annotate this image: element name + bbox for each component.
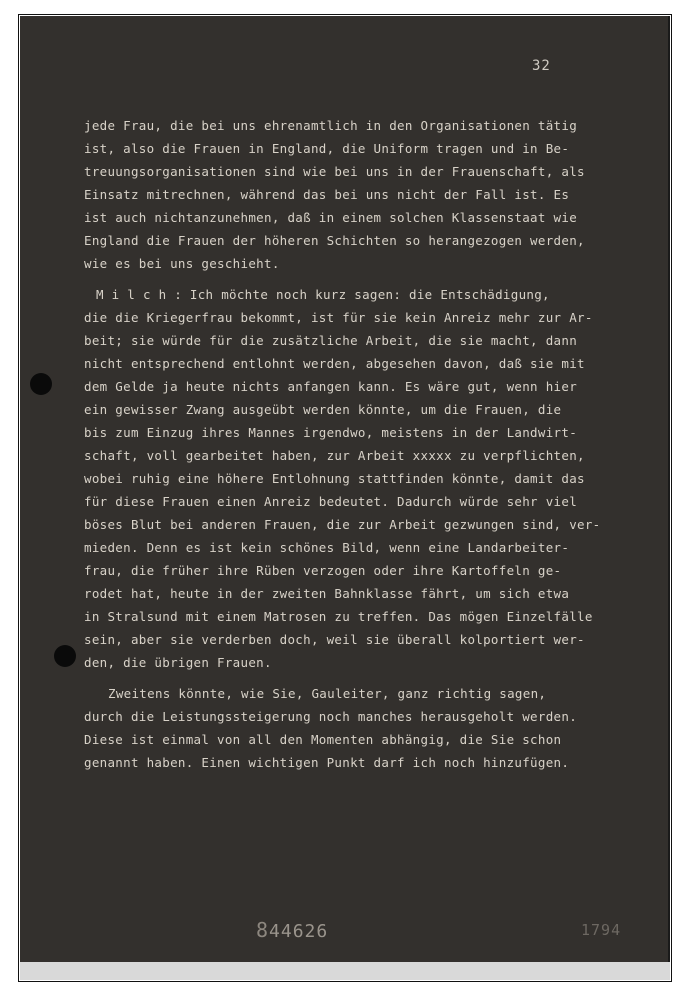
text-line: Diese ist einmal von all den Momenten abhängig, die Sie schon: [84, 732, 562, 747]
text-line: M i l c h : Ich möchte noch kurz sagen: die Entschädigung,: [96, 287, 550, 302]
text-line: schaft, voll gearbeitet haben, zur Arbeit xxxxx zu verpflichten,: [84, 448, 585, 463]
text-line: jede Frau, die bei uns ehrenamtlich in den Organisationen tätig: [84, 118, 578, 133]
page-number: 32: [532, 58, 551, 74]
text-line: in Stralsund mit einem Matrosen zu treffen. Das mögen Einzelfälle: [84, 609, 593, 624]
text-line: wobei ruhig eine höhere Entlohnung stattfinden könnte, damit das: [84, 471, 585, 486]
text-line: mieden. Denn es ist kein schönes Bild, wenn eine Landarbeiter-: [84, 540, 570, 555]
text-line: dem Gelde ja heute nichts anfangen kann. Es wäre gut, wenn hier: [84, 379, 578, 394]
paragraph: [84, 283, 624, 674]
text-line: treuungsorganisationen sind wie bei uns in der Frauenschaft, als: [84, 164, 585, 179]
page-bottom-edge: [20, 962, 670, 980]
folio-number: 1794: [581, 921, 622, 939]
archive-stamp-prefix: 8: [256, 918, 270, 942]
text-line: genannt haben. Einen wichtigen Punkt darf ich noch hinzufügen.: [84, 755, 570, 770]
paragraph: [84, 682, 624, 774]
text-line: Zweitens könnte, wie Sie, Gauleiter, ganz richtig sagen,: [108, 686, 547, 701]
paragraph: [84, 114, 624, 275]
typewritten-text: [84, 114, 624, 774]
text-line: sein, aber sie verderben doch, weil sie überall kolportiert wer-: [84, 632, 585, 647]
text-line: England die Frauen der höheren Schichten so herangezogen werden,: [84, 233, 585, 248]
text-line: frau, die früher ihre Rüben verzogen oder ihre Kartoffeln ge-: [84, 563, 562, 578]
text-line: nicht entsprechend entlohnt werden, abgesehen davon, daß sie mit: [84, 356, 585, 371]
text-line: ist, also die Frauen in England, die Uniform tragen und in Be-: [84, 141, 570, 156]
text-line: bis zum Einzug ihres Mannes irgendwo, meistens in der Landwirt-: [84, 425, 578, 440]
text-line: für diese Frauen einen Anreiz bedeutet. Dadurch würde sehr viel: [84, 494, 578, 509]
text-line: rodet hat, heute in der zweiten Bahnklasse fährt, um sich etwa: [84, 586, 570, 601]
archive-stamp-number: 44626: [269, 921, 329, 942]
text-line: Einsatz mitrechnen, während das bei uns nicht der Fall ist. Es: [84, 187, 570, 202]
text-line: beit; sie würde für die zusätzliche Arbeit, die sie macht, dann: [84, 333, 578, 348]
text-line: den, die übrigen Frauen.: [84, 655, 272, 670]
text-line: durch die Leistungssteigerung noch manches herausgeholt werden.: [84, 709, 578, 724]
text-line: böses Blut bei anderen Frauen, die zur Arbeit gezwungen sind, ver-: [84, 517, 601, 532]
text-line: wie es bei uns geschieht.: [84, 256, 280, 271]
text-line: die die Kriegerfrau bekommt, ist für sie kein Anreiz mehr zur Ar-: [84, 310, 593, 325]
punch-hole: [54, 645, 76, 667]
archive-stamp: [256, 918, 328, 942]
text-line: ist auch nichtanzunehmen, daß in einem solchen Klassenstaat wie: [84, 210, 578, 225]
text-line: ein gewisser Zwang ausgeübt werden könnte, um die Frauen, die: [84, 402, 562, 417]
punch-hole: [30, 373, 52, 395]
